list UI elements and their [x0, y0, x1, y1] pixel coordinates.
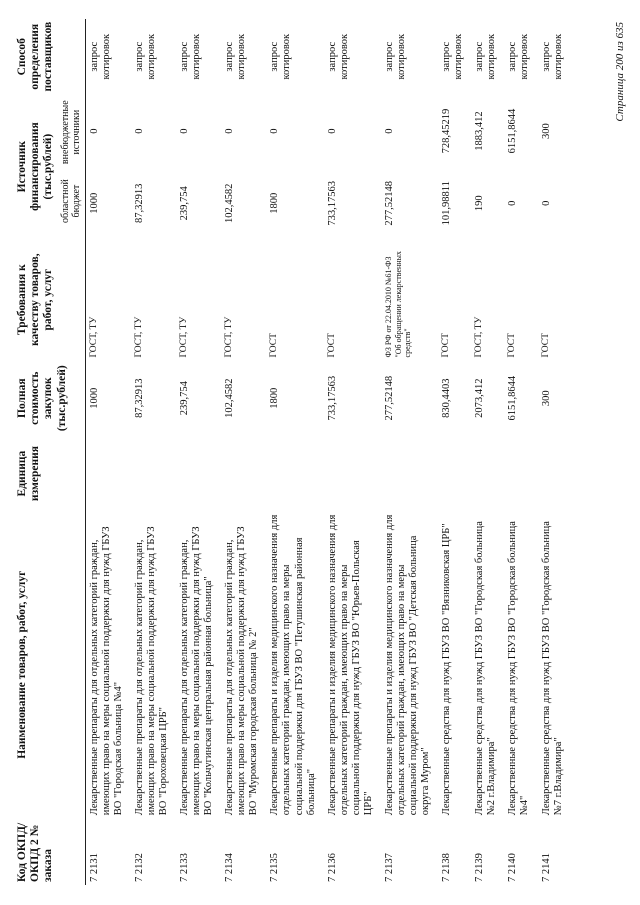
row-cost: 87,32913 [133, 378, 145, 418]
header-cost: Полная стоимость закупок (тыс.рублей) [14, 360, 85, 435]
row-unit [504, 436, 537, 511]
row-name: Лекарственные препараты для отдельных категорий граждан, имеющих право на меры социальной поддержки для нужд ГБУЗ ВО "Городская больница №4" [88, 526, 124, 816]
table-row [381, 19, 438, 885]
row-extra: 0 [179, 128, 191, 134]
row-code: 7 2132 [133, 853, 145, 882]
row-code: 7 2131 [88, 853, 100, 882]
row-code: 7 2141 [540, 853, 552, 882]
row-unit [471, 436, 504, 511]
row-requirements: ГОСТ [269, 333, 280, 358]
row-requirements: ГОСТ, ТУ [133, 316, 144, 358]
row-requirements: ГОСТ [326, 333, 337, 358]
header-code: Код ОКПД/ ОКПД 2 № заказа [14, 818, 85, 885]
row-unit [266, 436, 323, 511]
row-unit [538, 436, 571, 511]
row-method: запрос котировок [540, 33, 564, 80]
row-name: Лекарственные средства для нужд ГБУЗ ВО "Городская больница №7 г.Владимира" [540, 521, 564, 816]
row-name: Лекарственные препараты для отдельных категорий граждан, имеющих право на меры социальной поддержки для нужд ГБУЗ ВО "Кольчугинская центральная районная больница" [179, 526, 215, 816]
row-code: 7 2139 [474, 853, 486, 882]
row-budget: 733,17563 [326, 180, 338, 226]
row-extra: 0 [133, 128, 145, 134]
row-extra: 728,45219 [441, 108, 453, 154]
row-method: запрос котировок [133, 33, 157, 80]
table-row [324, 19, 381, 885]
row-unit [85, 436, 131, 511]
row-cost: 239,754 [179, 381, 191, 416]
row-unit [131, 436, 176, 511]
row-budget: 1800 [269, 192, 281, 214]
row-cost: 733,17563 [326, 375, 338, 421]
page-footer: Страница 200 из 635 [614, 22, 626, 122]
row-method: запрос котировок [269, 33, 293, 80]
row-cost: 1800 [269, 387, 281, 409]
header-funding [14, 94, 85, 238]
row-unit [176, 436, 221, 511]
row-extra: 0 [326, 128, 338, 134]
procurement-table [14, 19, 571, 885]
header-funding-budget: областной бюджет [59, 179, 83, 223]
table-body [85, 19, 571, 885]
row-budget: 239,754 [179, 186, 191, 221]
row-cost: 2073,412 [474, 378, 486, 418]
row-name: Лекарственные препараты и изделия медицинского назначения для отдельных категорий граждан, имеющих право на меры социальной поддержки для нужд ГБУЗ ВО "Детская больница округа Муром" [383, 514, 432, 816]
table-row [471, 19, 504, 885]
row-budget: 277,52148 [383, 180, 395, 226]
table-row [538, 19, 571, 885]
row-budget: 101,98811 [441, 181, 453, 226]
row-code: 7 2136 [326, 853, 338, 882]
row-method: запрос котировок [474, 33, 498, 80]
row-extra: 0 [269, 128, 281, 134]
row-cost: 277,52148 [383, 375, 395, 421]
table-row [131, 19, 176, 885]
row-cost: 300 [540, 390, 552, 407]
row-budget: 0 [540, 200, 552, 206]
row-name: Лекарственные препараты и изделия медицинского назначения для отдельных категорий граждан, имеющих право на меры социальной поддержки для ГБУЗ ВО "Петушинская районная больница" [269, 514, 317, 816]
row-requirements: ГОСТ, ТУ [474, 316, 485, 358]
row-extra: 6151,8644 [507, 108, 519, 154]
row-extra: 1883,412 [474, 111, 486, 151]
row-cost: 830,4403 [441, 378, 453, 418]
row-name: Лекарственные средства для нужд ГБУЗ ВО "Городская больница №2 г.Владимира" [474, 521, 498, 816]
row-budget: 1000 [88, 192, 100, 214]
table-row [438, 19, 471, 885]
header-name: Наименование товаров, работ, услуг [14, 511, 85, 818]
row-name: Лекарственные средства для нужд ГБУЗ ВО "Вязниковская ЦРБ" [441, 523, 453, 816]
row-method: запрос котировок [224, 33, 248, 80]
row-requirements: ГОСТ, ТУ [88, 316, 99, 358]
row-requirements: ФЗ РФ от 22.04.2010 №61-ФЗ "Об обращении лекарственных средств" [383, 251, 413, 358]
row-budget: 0 [507, 200, 519, 206]
row-code: 7 2135 [269, 853, 281, 882]
row-budget: 87,32913 [133, 183, 145, 223]
row-method: запрос котировок [507, 33, 531, 80]
row-code: 7 2140 [507, 853, 519, 882]
row-extra: 300 [540, 123, 552, 139]
row-requirements: ГОСТ [507, 333, 518, 358]
row-code: 7 2137 [383, 853, 395, 882]
row-code: 7 2134 [224, 853, 236, 882]
header-funding-subhead [60, 97, 83, 235]
table-row [504, 19, 537, 885]
row-requirements: ГОСТ [540, 333, 551, 358]
table-row [176, 19, 221, 885]
header-unit: Единица измерения [14, 436, 85, 511]
row-extra: 0 [88, 128, 100, 134]
row-requirements: ГОСТ [441, 333, 452, 358]
row-code: 7 2138 [441, 853, 453, 882]
row-method: запрос котировок [88, 33, 112, 80]
row-unit [438, 436, 471, 511]
row-cost: 1000 [88, 387, 100, 409]
table-row [266, 19, 323, 885]
row-method: запрос котировок [383, 33, 407, 80]
header-funding-extra: внебюджетные источники [59, 100, 83, 165]
row-method: запрос котировок [441, 33, 465, 80]
row-method: запрос котировок [326, 33, 350, 80]
row-name: Лекарственные препараты для отдельных категорий граждан, имеющих право на меры социальной поддержки для нужд ГБУЗ ВО "Муромская городская больница № 2" [224, 526, 260, 816]
row-extra: 0 [383, 128, 395, 134]
row-unit [381, 436, 438, 511]
table-row [221, 19, 266, 885]
row-requirements: ГОСТ, ТУ [224, 316, 235, 358]
header-funding-label: Источник финансирования (тыс.рублей) [16, 122, 55, 211]
row-unit [221, 436, 266, 511]
row-name: Лекарственные препараты и изделия медицинского назначения для отдельных категорий граждан, имеющих право на меры социальной поддержки для нужд ГБУЗ ВО "Юрьев-Польская ЦРБ" [326, 514, 374, 816]
row-budget: 102,4582 [224, 183, 236, 223]
row-cost: 6151,8644 [507, 375, 519, 421]
row-requirements: ГОСТ, ТУ [179, 316, 190, 358]
header-requirements: Требования к качеству товаров, работ, услуг [14, 239, 85, 361]
row-method: запрос котировок [179, 33, 203, 80]
row-extra: 0 [224, 128, 236, 134]
row-cost: 102,4582 [224, 378, 236, 418]
row-unit [324, 436, 381, 511]
row-name: Лекарственные средства для нужд ГБУЗ ВО "Городская больница №4" [507, 521, 531, 816]
row-name: Лекарственные препараты для отдельных категорий граждан, имеющих право на меры социальной поддержки для нужд ГБУЗ ВО "Гороховецкая ЦРБ" [133, 526, 169, 816]
row-code: 7 2133 [179, 853, 191, 882]
row-budget: 190 [474, 195, 486, 212]
table-header-row [14, 19, 85, 885]
table-row [85, 19, 131, 885]
header-method: Способ определения поставщиков [14, 19, 85, 94]
